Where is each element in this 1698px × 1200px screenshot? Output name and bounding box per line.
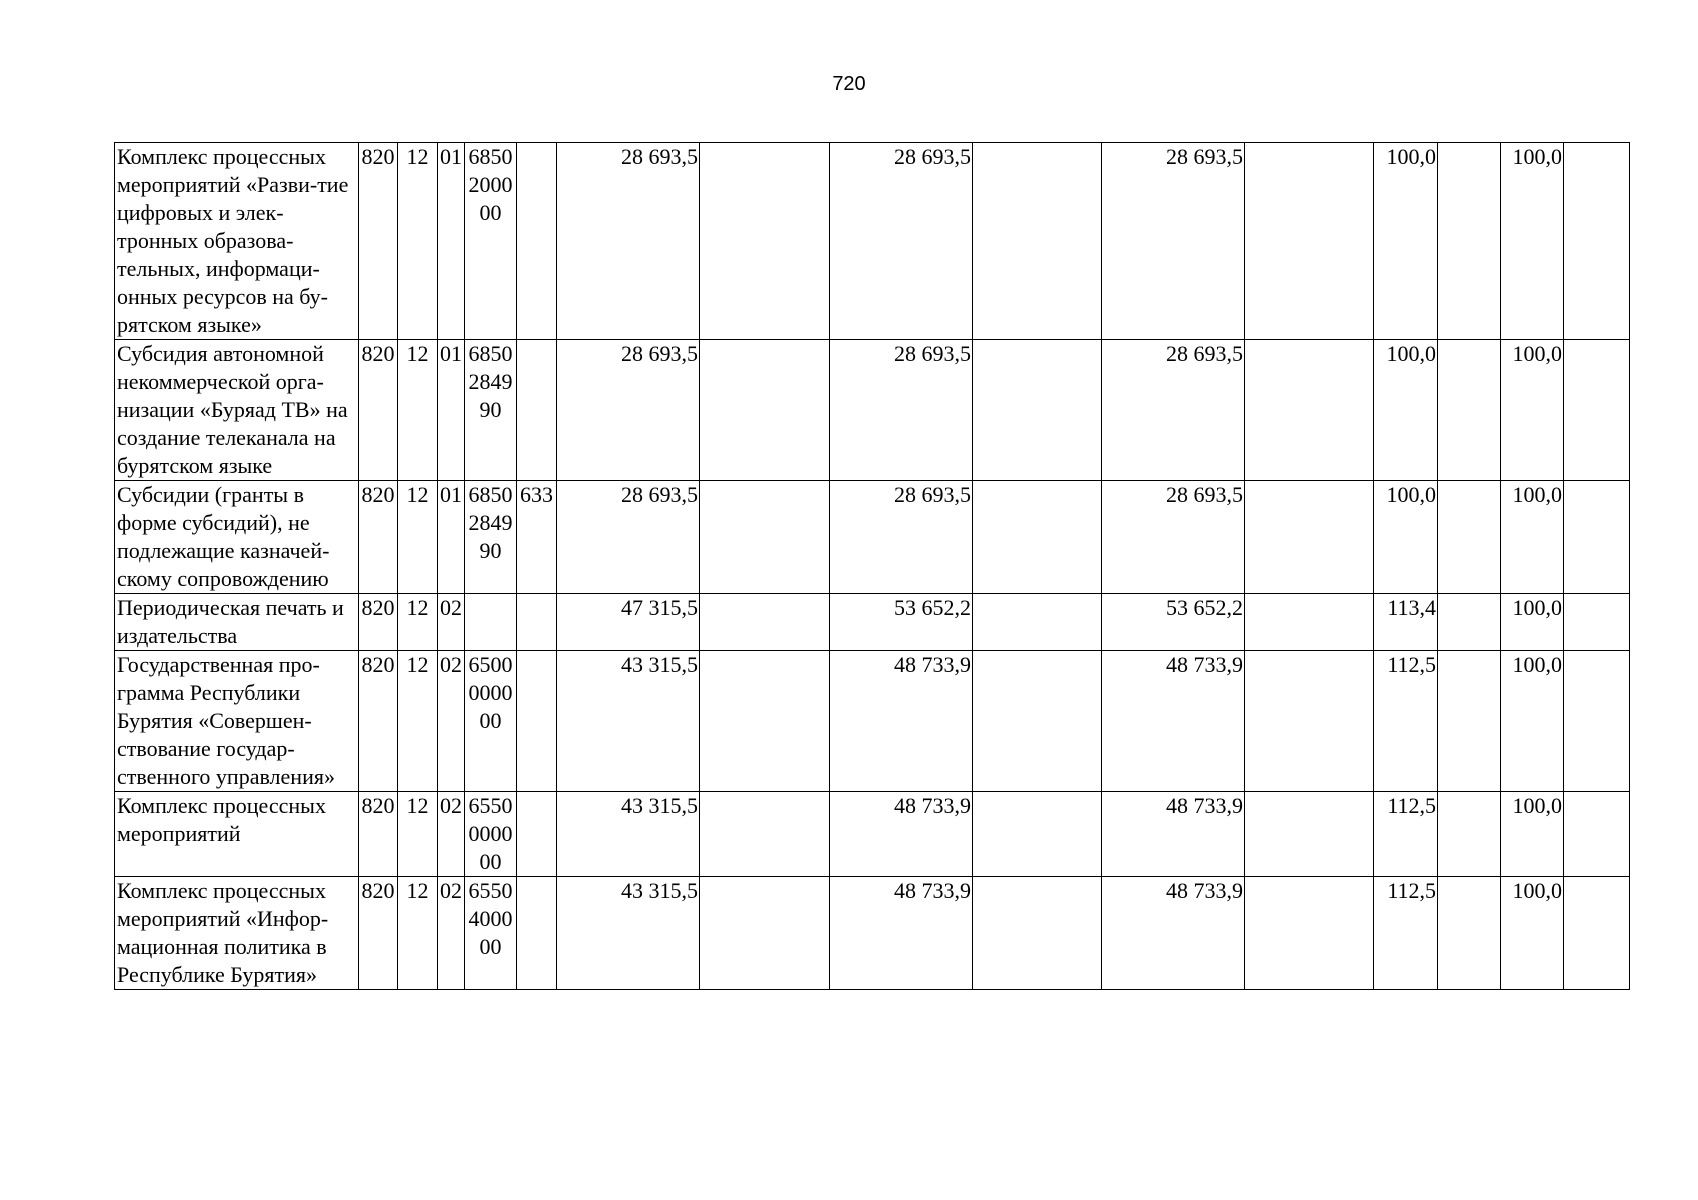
empty-cell [1564,792,1630,877]
percent-of-refined: 100,0 [1501,594,1564,651]
grbs-code: 820 [359,651,398,792]
empty-cell [1245,792,1374,877]
subsection-code: 01 [438,481,465,594]
subsection-code: 02 [438,877,465,990]
target-article-code [465,594,517,651]
empty-cell [700,481,830,594]
percent-of-plan: 112,5 [1374,877,1438,990]
section-code: 12 [398,594,438,651]
table-row [115,340,1630,481]
subsection-code: 01 [438,340,465,481]
expense-type-code [517,792,557,877]
percent-of-refined: 100,0 [1501,651,1564,792]
empty-cell [973,651,1102,792]
refined-amount: 28 693,5 [830,340,973,481]
expense-type-code [517,594,557,651]
executed-amount: 48 733,9 [1102,651,1245,792]
empty-cell [1564,340,1630,481]
empty-cell [973,143,1102,340]
empty-cell [1438,143,1501,340]
plan-amount: 28 693,5 [557,481,700,594]
percent-of-refined: 100,0 [1501,143,1564,340]
empty-cell [973,877,1102,990]
empty-cell [973,340,1102,481]
grbs-code: 820 [359,340,398,481]
empty-cell [1438,340,1501,481]
empty-cell [1564,143,1630,340]
row-name: Комплекс процессных мероприятий «Инфор-мационная политика в Республике Бурятия» [115,877,359,990]
subsection-code: 01 [438,143,465,340]
refined-amount: 48 733,9 [830,651,973,792]
plan-amount: 28 693,5 [557,340,700,481]
empty-cell [1564,594,1630,651]
executed-amount: 53 652,2 [1102,594,1245,651]
budget-table [114,142,1630,990]
grbs-code: 820 [359,481,398,594]
table-row [115,594,1630,651]
percent-of-plan: 100,0 [1374,340,1438,481]
percent-of-plan: 100,0 [1374,143,1438,340]
empty-cell [1438,481,1501,594]
empty-cell [1564,481,1630,594]
empty-cell [1245,481,1374,594]
percent-of-refined: 100,0 [1501,340,1564,481]
table-row [115,792,1630,877]
section-code: 12 [398,340,438,481]
row-name: Государственная про-грамма Республики Бурятия «Совершен-ствование государ-ственного управления» [115,651,359,792]
percent-of-plan: 100,0 [1374,481,1438,594]
row-name: Субсидии (гранты в форме субсидий), не подлежащие казначей-скому сопровождению [115,481,359,594]
empty-cell [1564,651,1630,792]
subsection-code: 02 [438,594,465,651]
expense-type-code [517,143,557,340]
grbs-code: 820 [359,594,398,651]
table-row [115,481,1630,594]
empty-cell [1438,651,1501,792]
executed-amount: 48 733,9 [1102,792,1245,877]
empty-cell [1564,877,1630,990]
empty-cell [1245,143,1374,340]
empty-cell [973,481,1102,594]
plan-amount: 43 315,5 [557,877,700,990]
expense-type-code [517,877,557,990]
percent-of-plan: 113,4 [1374,594,1438,651]
empty-cell [700,792,830,877]
empty-cell [700,594,830,651]
table-row [115,877,1630,990]
refined-amount: 53 652,2 [830,594,973,651]
target-article-code: 6850 2849 90 [465,340,517,481]
row-name: Комплекс процессных мероприятий «Разви-тие цифровых и элек-тронных образова-тельных, информаци-онных ресурсов на бу-рятском языке» [115,143,359,340]
empty-cell [973,792,1102,877]
target-article-code: 6850 2000 00 [465,143,517,340]
target-article-code: 6850 2849 90 [465,481,517,594]
empty-cell [700,143,830,340]
budget-table-body [115,143,1630,990]
subsection-code: 02 [438,651,465,792]
grbs-code: 820 [359,877,398,990]
empty-cell [700,877,830,990]
page-number: 720 [832,73,866,95]
table-row [115,651,1630,792]
plan-amount: 43 315,5 [557,792,700,877]
refined-amount: 48 733,9 [830,877,973,990]
plan-amount: 43 315,5 [557,651,700,792]
executed-amount: 28 693,5 [1102,481,1245,594]
expense-type-code [517,651,557,792]
percent-of-refined: 100,0 [1501,792,1564,877]
section-code: 12 [398,792,438,877]
percent-of-plan: 112,5 [1374,651,1438,792]
target-article-code: 6550 4000 00 [465,877,517,990]
row-name: Комплекс процессных мероприятий [115,792,359,877]
table-row [115,143,1630,340]
empty-cell [1245,877,1374,990]
target-article-code: 6500 0000 00 [465,651,517,792]
executed-amount: 48 733,9 [1102,877,1245,990]
row-name: Субсидия автономной некоммерческой орга-низации «Буряад ТВ» на создание телеканала на бурятском языке [115,340,359,481]
executed-amount: 28 693,5 [1102,143,1245,340]
expense-type-code [517,340,557,481]
empty-cell [1438,594,1501,651]
section-code: 12 [398,877,438,990]
empty-cell [700,651,830,792]
section-code: 12 [398,481,438,594]
empty-cell [973,594,1102,651]
subsection-code: 02 [438,792,465,877]
grbs-code: 820 [359,792,398,877]
plan-amount: 28 693,5 [557,143,700,340]
empty-cell [700,340,830,481]
percent-of-refined: 100,0 [1501,481,1564,594]
empty-cell [1438,877,1501,990]
empty-cell [1245,340,1374,481]
refined-amount: 28 693,5 [830,143,973,340]
row-name: Периодическая печать и издательства [115,594,359,651]
refined-amount: 28 693,5 [830,481,973,594]
empty-cell [1245,651,1374,792]
grbs-code: 820 [359,143,398,340]
empty-cell [1438,792,1501,877]
executed-amount: 28 693,5 [1102,340,1245,481]
percent-of-plan: 112,5 [1374,792,1438,877]
expense-type-code: 633 [517,481,557,594]
percent-of-refined: 100,0 [1501,877,1564,990]
section-code: 12 [398,651,438,792]
plan-amount: 47 315,5 [557,594,700,651]
section-code: 12 [398,143,438,340]
target-article-code: 6550 0000 00 [465,792,517,877]
refined-amount: 48 733,9 [830,792,973,877]
empty-cell [1245,594,1374,651]
